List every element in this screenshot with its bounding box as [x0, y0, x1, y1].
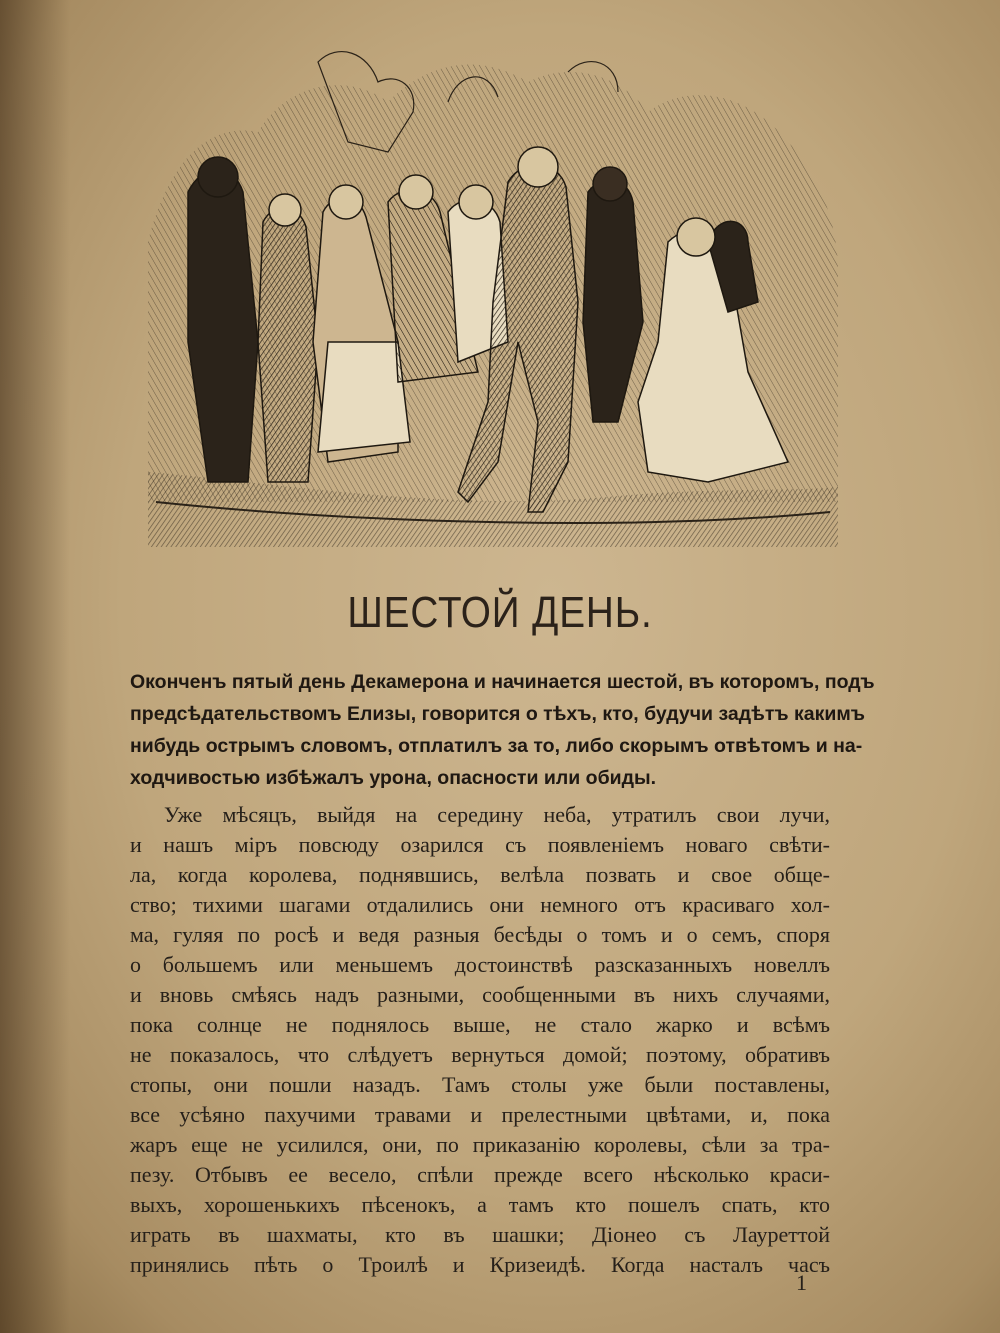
body-line: пезу. Отбывъ ее весело, спѣли прежде всего нѣсколько краси- — [130, 1162, 830, 1187]
page-signature-mark: 1 — [796, 1270, 807, 1295]
body-line: стопы, они пошли назадъ. Тамъ столы уже были поставлены, — [130, 1072, 830, 1097]
engraving-illustration — [148, 42, 838, 547]
body-line: принялись пѣть о Троилѣ и Кризеидѣ. Когда насталъ часъ — [130, 1252, 830, 1277]
spine-shadow — [0, 0, 70, 1333]
summary-line: Оконченъ пятый день Декамерона и начинается шестой, въ которомъ, подъ — [130, 671, 875, 693]
summary-line: ходчивостью избѣжалъ урона, опасности или обиды. — [130, 767, 657, 789]
summary-line: нибудь острымъ словомъ, отплатилъ за то, либо скорымъ отвѣтомъ и на- — [130, 735, 863, 757]
body-line: выхъ, хорошенькихъ пѣсенокъ, а тамъ кто пошелъ спать, кто — [130, 1192, 830, 1217]
body-line: пока солнце не поднялось выше, не стало жарко и всѣмъ — [130, 1012, 830, 1037]
body-line: все усѣяно пахучими травами и прелестными цвѣтами, и, пока — [130, 1102, 830, 1127]
body-line: Уже мѣсяцъ, выйдя на середину неба, утратилъ свои лучи, — [164, 802, 830, 827]
body-paragraph — [130, 800, 830, 1280]
body-line: ма, гуляя по росѣ и ведя разныя бесѣды о томъ и о семъ, споря — [130, 922, 830, 947]
body-line: и вновь смѣясь надъ разными, сообщенными въ нихъ случаями, — [130, 982, 830, 1007]
body-line: ство; тихими шагами отдалились они немного отъ красиваго хол- — [130, 892, 830, 917]
body-line: и нашъ міръ повсюду озарился съ появленіемъ новаго свѣти- — [130, 832, 830, 857]
body-line: жаръ еще не усилился, они, по приказанію королевы, сѣли за тра- — [130, 1132, 830, 1157]
body-line: играть въ шахматы, кто въ шашки; Діонео съ Лауреттой — [130, 1222, 830, 1247]
chapter-summary — [130, 666, 875, 794]
body-line: не показалось, что слѣдуетъ вернуться домой; поэтому, обративъ — [130, 1042, 830, 1067]
body-line: ла, когда королева, поднявшись, велѣла позвать и свое обще- — [130, 862, 830, 887]
body-line: о большемъ или меньшемъ достоинствѣ разсказанныхъ новеллъ — [130, 952, 830, 977]
chapter-heading: ШЕСТОЙ ДЕНЬ. — [347, 588, 653, 637]
summary-line: предсѣдательствомъ Елизы, говорится о тѣхъ, кто, будучи задѣтъ какимъ — [130, 703, 865, 725]
